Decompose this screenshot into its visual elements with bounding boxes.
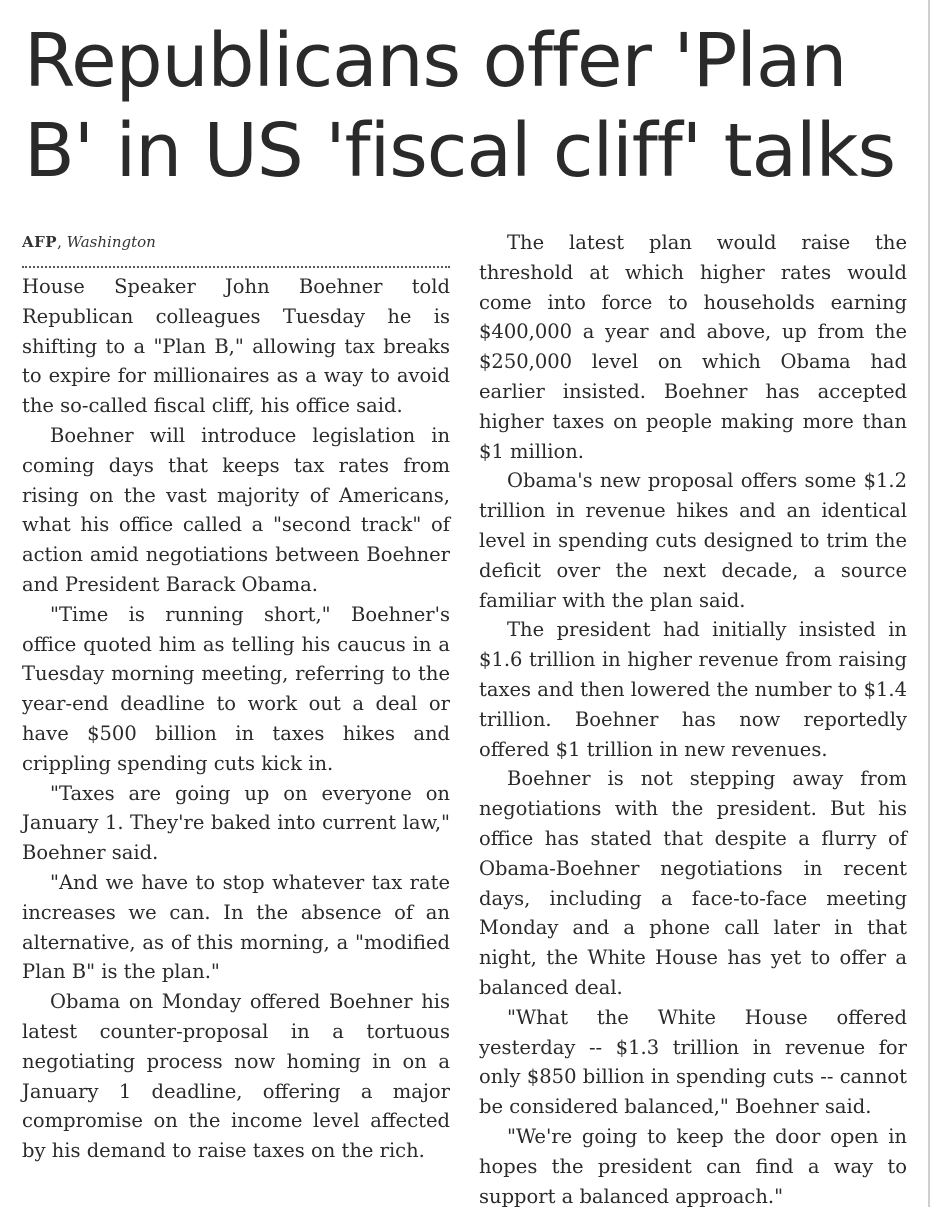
article-column-left xyxy=(22,228,450,1166)
paragraph: House Speaker John Boehner told Republican colleagues Tuesday he is shifting to a "Plan B," allowing tax breaks to expire for millionaires as a way to avoid the so-called fiscal cliff, his office said. xyxy=(22,275,450,418)
paragraph: The president had initially insisted in $1.6 trillion in higher revenue from raising taxes and then lowered the number to $1.4 trillion. Boehner has now reportedly offered $1 trillion in new revenues. xyxy=(479,618,907,761)
paragraph: "And we have to stop whatever tax rate increases we can. In the absence of an alternative, as of this morning, a "modified Plan B" is the plan." xyxy=(22,870,450,984)
byline-separator: , xyxy=(57,233,67,251)
headline: Republicans offer 'Plan B' in US 'fiscal cliff' talks xyxy=(24,18,895,194)
paragraph: "Taxes are going up on everyone on January 1. They're baked into current law," Boehner said. xyxy=(22,781,450,865)
paragraph: "We're going to keep the door open in hopes the president can find a way to support a balanced approach." xyxy=(479,1124,907,1208)
paragraph: Boehner will introduce legislation in coming days that keeps tax rates from rising on the vast majority of Americans, what his office called a "second track" of action amid negotiations between Boehner and President Barack Obama. xyxy=(22,423,450,596)
article-column-right xyxy=(479,228,907,1211)
byline-agency: AFP xyxy=(22,233,58,251)
paragraph: The latest plan would raise the threshold at which higher rates would come into force to households earning $400,000 a year and above, up from the $250,000 level on which Obama had earlier insisted. Boehner has accepted higher taxes on people making more than $1 million. xyxy=(479,231,907,463)
byline-location: Washington xyxy=(66,233,156,251)
byline-divider xyxy=(22,266,450,268)
paragraph: "What the White House offered yesterday -- $1.3 trillion in revenue for only $850 billion in spending cuts -- cannot be considered balanced," Boehner said. xyxy=(479,1005,907,1119)
paragraph: "Time is running short," Boehner's office quoted him as telling his caucus in a Tuesday morning meeting, referring to the year-end deadline to work out a deal or have $500 billion in taxes hikes and crippling spending cuts kick in. xyxy=(22,602,450,775)
paragraph: Obama's new proposal offers some $1.2 trillion in revenue hikes and an identical level in spending cuts designed to trim the deficit over the next decade, a source familiar with the plan said. xyxy=(479,469,907,612)
news-article xyxy=(18,0,930,1207)
paragraph: Obama on Monday offered Boehner his latest counter-proposal in a tortuous negotiating process now homing in on a January 1 deadline, offering a major compromise on the income level affected by his demand to raise taxes on the rich. xyxy=(22,990,450,1163)
paragraph: Boehner is not stepping away from negotiations with the president. But his office has stated that despite a flurry of Obama-Boehner negotiations in recent days, including a face-to-face meeting Monday and a phone call later in that night, the White House has yet to offer a balanced deal. xyxy=(479,767,907,999)
byline xyxy=(22,228,450,256)
